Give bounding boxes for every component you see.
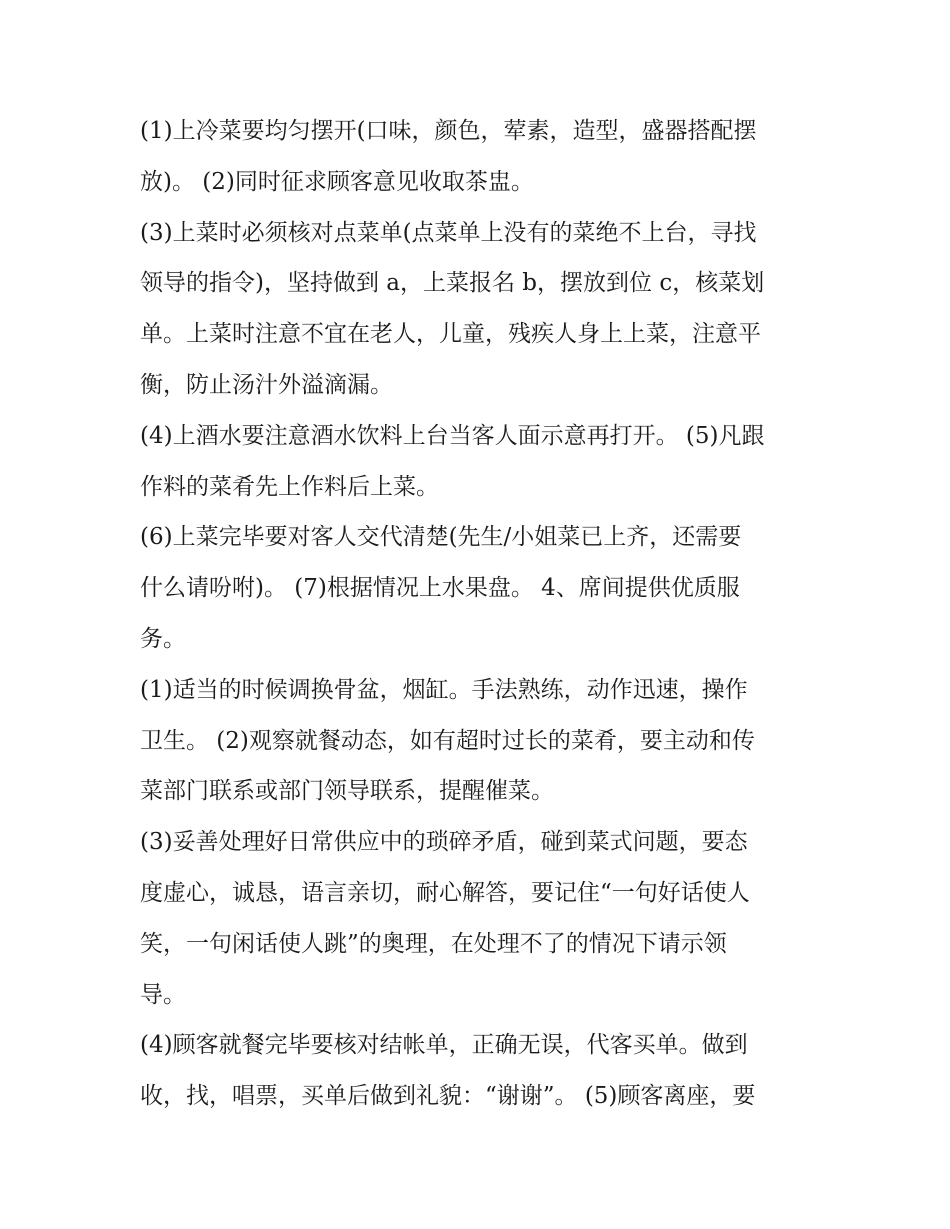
- text-line: 领导的指令)，坚持做到 a，上菜报名 b，摆放到位 c，核菜划: [140, 270, 765, 297]
- text-line: (4)上酒水要注意酒水饮料上台当客人面示意再打开。 (5)凡跟: [140, 422, 765, 449]
- text-line: (1)上冷菜要均匀摆开(口味，颜色，荤素，造型，盛器搭配摆: [140, 118, 757, 144]
- text-line: 衡，防止汤汁外溢滴漏。: [140, 371, 393, 398]
- text-line: 卫生。 (2)观察就餐动态，如有超时过长的菜肴，要主动和传: [140, 727, 755, 754]
- text-line: 笑，一句闲话使人跳”的奥理，在处理不了的情况下请示领: [140, 930, 727, 957]
- text-line: (1)适当的时候调换骨盆，烟缸。手法熟练，动作迅速，操作: [140, 676, 748, 703]
- text-line: 度虚心，诚恳，语言亲切，耐心解答，要记住“一句好话使人: [140, 879, 750, 906]
- text-line: 单。上菜时注意不宜在老人，儿童，残疾人身上上菜，注意平: [140, 321, 761, 348]
- text-line: (6)上菜完毕要对客人交代清楚(先生/小姐菜已上齐，还需要: [140, 524, 742, 551]
- text-line: (3)妥善处理好日常供应中的琐碎矛盾，碰到菜式问题，要态: [140, 829, 748, 856]
- text-line: 收，找，唱票，买单后做到礼貌：“谢谢”。 (5)顾客离座，要: [140, 1083, 756, 1110]
- text-line: 放)。 (2)同时征求顾客意见收取茶盅。: [140, 168, 534, 195]
- text-line: 什么请吩咐)。 (7)根据情况上水果盘。 4、席间提供优质服: [140, 575, 740, 602]
- text-line: 务。: [140, 625, 186, 652]
- text-line: 导。: [140, 981, 186, 1008]
- text-line: (3)上菜时必须核对点菜单(点菜单上没有的菜绝不上台，寻找: [140, 219, 757, 246]
- text-line: (4)顾客就餐完毕要核对结帐单，正确无误，代客买单。做到: [140, 1032, 748, 1059]
- text-line: 作料的菜肴先上作料后上菜。: [140, 473, 439, 500]
- text-line: 菜部门联系或部门领导联系，提醒催菜。: [140, 778, 554, 805]
- body-text: [140, 106, 820, 1122]
